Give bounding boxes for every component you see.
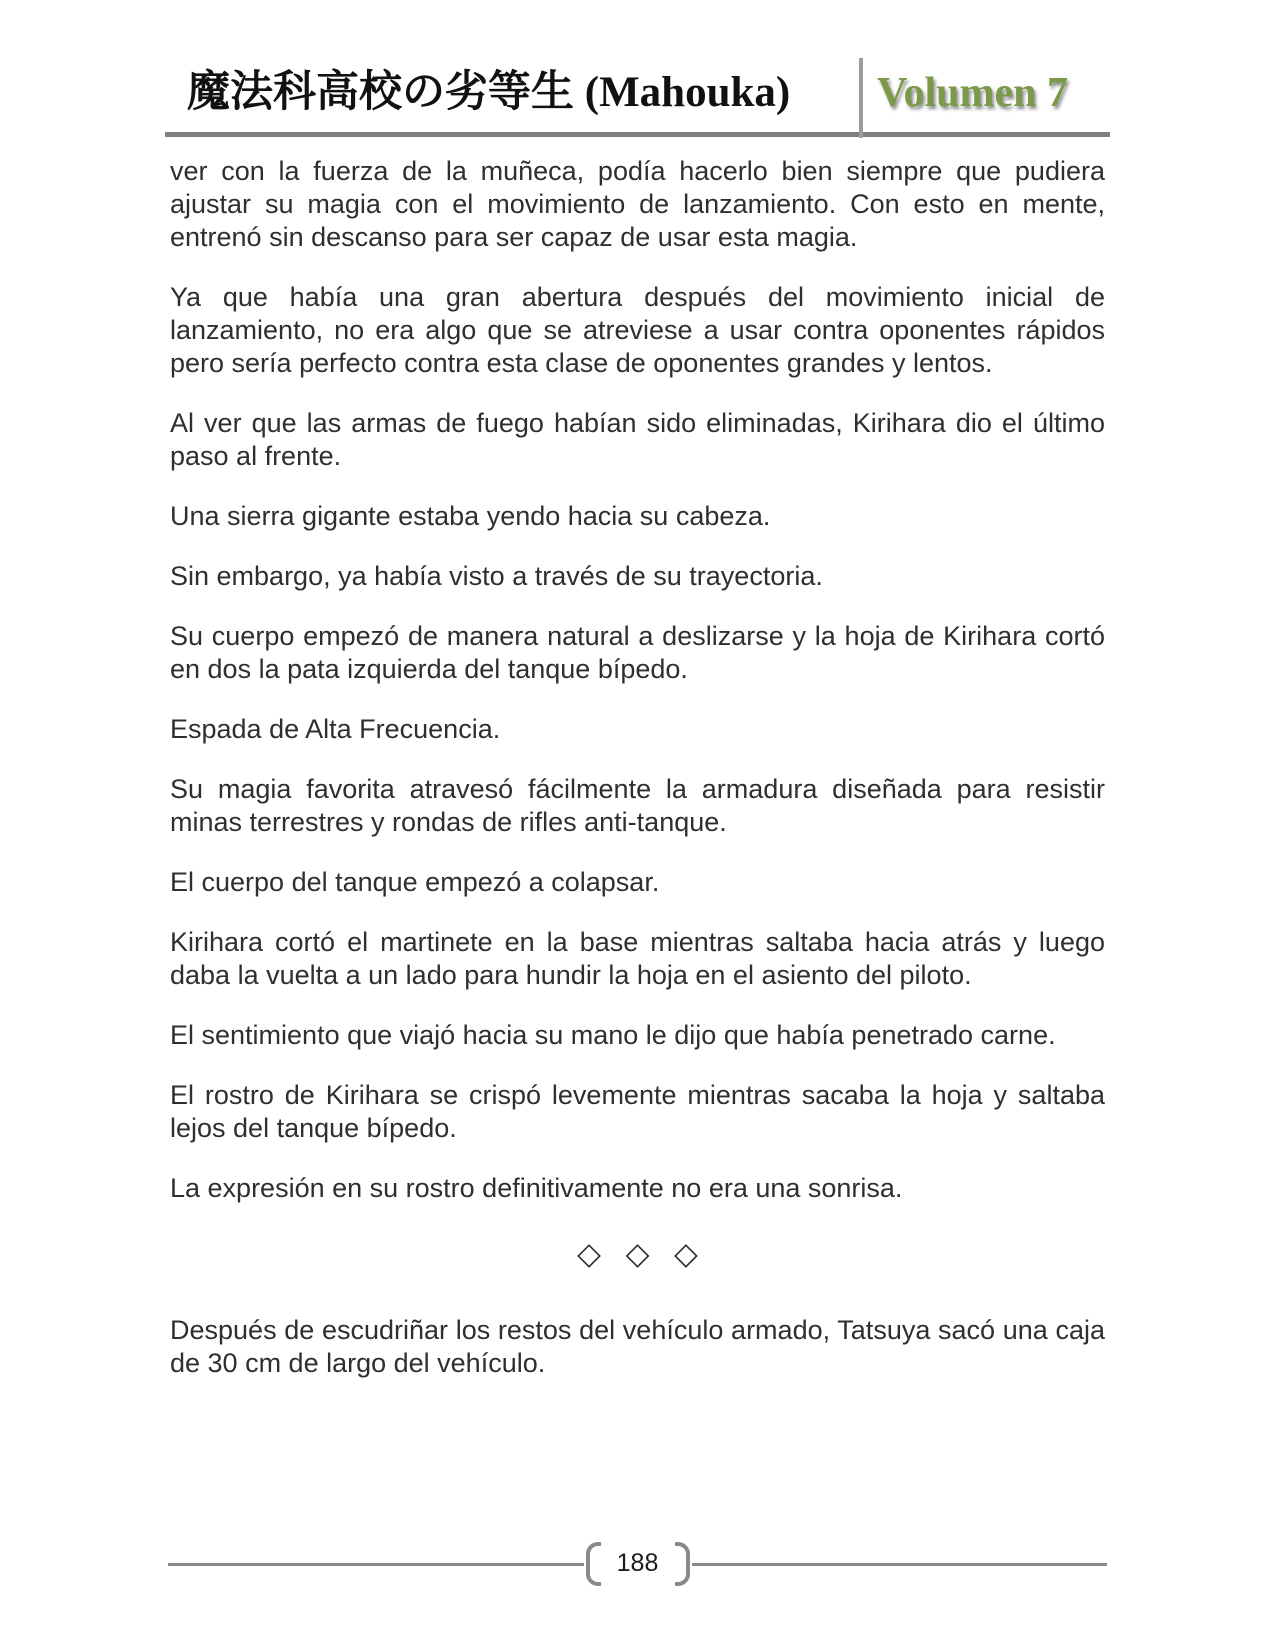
paragraph: El sentimiento que viajó hacia su mano le dijo que había penetrado carne.	[170, 1020, 1056, 1050]
header-row	[165, 58, 1110, 128]
paragraph: Su magia favorita atravesó fácilmente la armadura diseñada para resistir minas terrestres y rondas de rifles anti-tanque.	[170, 774, 1105, 837]
paragraph: Una sierra gigante estaba yendo hacia su cabeza.	[170, 501, 771, 531]
paragraph: Ya que había una gran abertura después del movimiento inicial de lanzamiento, no era algo que se atreviese a usar contra oponentes rápidos pero sería perfecto contra esta clase de oponentes grandes y lentos.	[170, 282, 1105, 378]
scene-break-divider: ◇ ◇ ◇	[577, 1236, 698, 1271]
page-header	[0, 0, 1275, 137]
header-divider-bar	[859, 58, 863, 138]
paragraph: Después de escudriñar los restos del vehículo armado, Tatsuya sacó una caja de 30 cm de largo del vehículo.	[170, 1315, 1105, 1378]
page-body	[0, 137, 1275, 1380]
page-number-bracket-right-icon	[675, 1542, 690, 1586]
page-footer	[168, 1538, 1107, 1590]
paragraph: La expresión en su rostro definitivamente no era una sonrisa.	[170, 1173, 903, 1203]
paragraph: El rostro de Kirihara se crispó levemente mientras sacaba la hoja y saltaba lejos del tanque bípedo.	[170, 1080, 1105, 1143]
paragraph: El cuerpo del tanque empezó a colapsar.	[170, 867, 660, 897]
page-number-bracket-left-icon	[586, 1542, 601, 1586]
paragraph: Su cuerpo empezó de manera natural a deslizarse y la hoja de Kirihara cortó en dos la pata izquierda del tanque bípedo.	[170, 621, 1105, 684]
volume-title: Volumen 7	[877, 70, 1068, 116]
paragraph: ver con la fuerza de la muñeca, podía hacerlo bien siempre que pudiera ajustar su magia con el movimiento de lanzamiento. Con esto en mente, entrenó sin descanso para ser capaz de usar esta magia.	[170, 156, 1105, 252]
footer-line-right	[692, 1563, 1108, 1566]
paragraph: Sin embargo, ya había visto a través de su trayectoria.	[170, 561, 823, 591]
paragraph: Kirihara cortó el martinete en la base mientras saltaba hacia atrás y luego daba la vuelta a un lado para hundir la hoja en el asiento del piloto.	[170, 927, 1105, 990]
paragraph: Espada de Alta Frecuencia.	[170, 714, 501, 744]
series-title: 魔法科高校の劣等生 (Mahouka)	[187, 68, 791, 116]
footer-line-left	[168, 1563, 584, 1566]
paragraph: Al ver que las armas de fuego habían sido eliminadas, Kirihara dio el último paso al frente.	[170, 408, 1105, 471]
page-number: 188	[616, 1548, 659, 1577]
